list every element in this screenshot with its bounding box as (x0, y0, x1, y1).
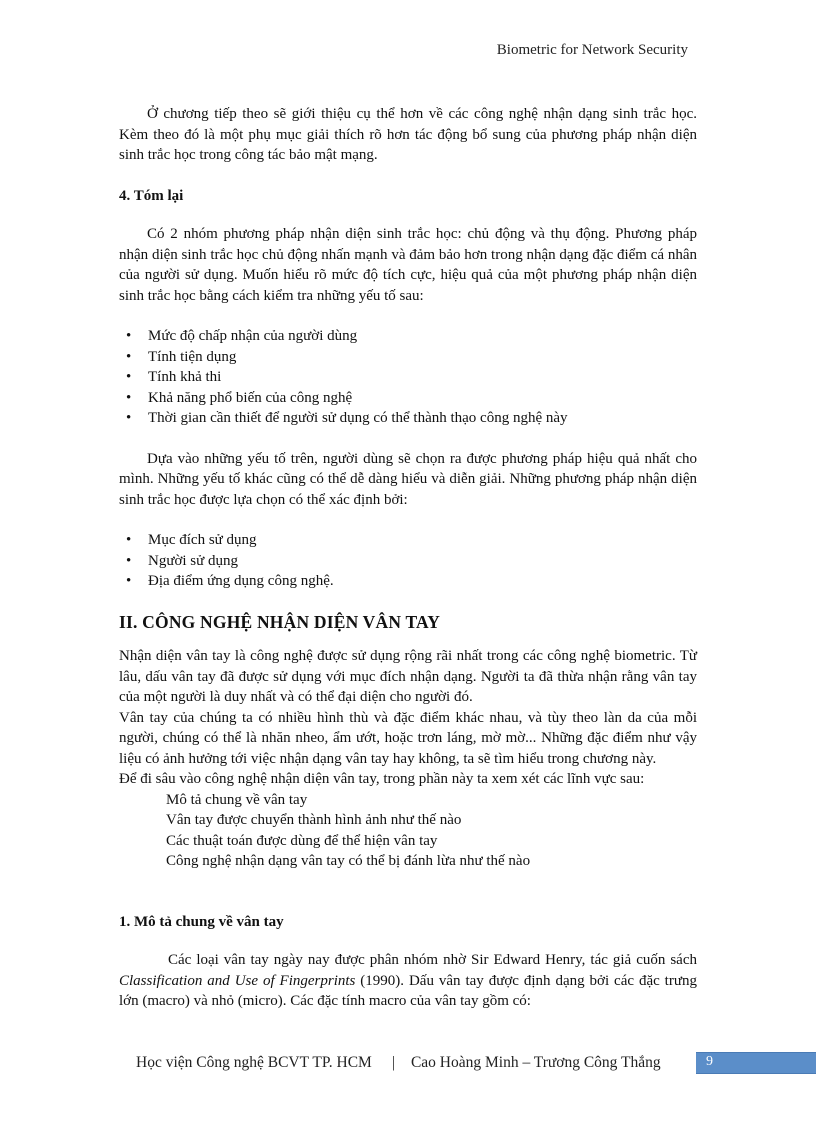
list-item: • Mức độ chấp nhận của người dùng (119, 326, 697, 347)
section-1-paragraph: Các loại vân tay ngày nay được phân nhóm nhờ Sir Edward Henry, tác giả cuốn sách Classification and Use of Fingerprints (1990). Dấu vân tay được định dạng bởi các đặc trưng lớn (macro) và nhỏ (micro). Các đặc tính macro của vân tay gồm có: (119, 952, 697, 1009)
page-footer (0, 1052, 816, 1074)
list-item: • Tính khả thi (119, 367, 697, 388)
list-item: Vân tay được chuyển thành hình ảnh như thế nào (166, 812, 462, 828)
page-number: 9 (706, 1054, 713, 1069)
page-number-bar (696, 1052, 816, 1074)
section-1-heading: 1. Mô tả chung về vân tay (119, 913, 284, 930)
section-II-paragraph-3: Để đi sâu vào công nghệ nhận diện vân tay, trong phần này ta xem xét các lĩnh vực sau: (119, 771, 645, 787)
footer-authors: Cao Hoàng Minh – Trương Công Thắng (410, 1054, 661, 1071)
bullet-icon: • (126, 410, 132, 426)
section-4-paragraph-2: Dựa vào những yếu tố trên, người dùng sẽ chọn ra được phương pháp hiệu quả nhất cho mình. Những yếu tố khác cũng có thể dễ dàng hiểu và diễn giải. Những phương pháp nhận diện sinh trắc học được lựa chọn có thể xác định bởi: (119, 450, 697, 508)
list-item: Mô tả chung về vân tay (166, 791, 308, 808)
page-content (119, 104, 697, 1012)
section-II-heading: II. CÔNG NGHỆ NHẬN DIỆN VÂN TAY (119, 611, 441, 632)
footer-institution: Học viện Công nghệ BCVT TP. HCM (136, 1054, 372, 1071)
bullet-icon: • (126, 369, 132, 385)
bullet-icon: • (126, 389, 132, 406)
list-item: • Mục đích sử dụng (119, 530, 697, 551)
list-item: Các thuật toán được dùng để thể hiện vân tay (166, 832, 438, 849)
section-4-paragraph-1: Có 2 nhóm phương pháp nhận diện sinh trắc học: chủ động và thụ động. Phương pháp nhận diện sinh trắc học chủ động nhấn mạnh và đảm bảo hơn trong nhận dạng đặc điểm cá nhân của người sử dụng. Muốn hiểu rõ mức độ tích cực, hiệu quả của một phương pháp nhận diện sinh trắc học bằng cách kiểm tra những yếu tố sau: (119, 226, 697, 304)
selection-criteria-list (119, 530, 697, 592)
list-item: • Người sử dụng (119, 551, 697, 572)
footer-text (136, 1054, 661, 1072)
bullet-icon: • (126, 532, 132, 548)
running-header: Biometric for Network Security (496, 42, 688, 58)
list-item: Công nghệ nhận dạng vân tay có thể bị đánh lừa như thế nào (166, 853, 531, 869)
criteria-list (119, 326, 697, 429)
list-item: • Khả năng phổ biến của công nghệ (119, 388, 697, 409)
list-item: • Tính tiện dụng (119, 347, 697, 368)
section-II-paragraph-2: Vân tay của chúng ta có nhiều hình thù và đặc điểm khác nhau, và tùy theo làn da của mỗi người, chúng có thể là nhăn nheo, ẩm ướt, hoặc trơn láng, mờ mờ... Những đặc điểm như vậy liệu có ảnh hưởng tới việc nhận dạng vân tay hay không, ta sẽ tìm hiểu trong chương này. (119, 709, 697, 767)
intro-paragraph: Ở chương tiếp theo sẽ giới thiệu cụ thể hơn về các công nghệ nhận dạng sinh trắc học. Kèm theo đó là một phụ mục giải thích rõ hơn tác động bổ sung của phương pháp nhận diện sinh trắc học trong công tác bảo mật mạng. (119, 106, 697, 163)
bullet-icon: • (126, 552, 132, 569)
topics-list (119, 790, 697, 872)
section-II-paragraph-1: Nhận diện vân tay là công nghệ được sử dụng rộng rãi nhất trong các công nghệ biometric. Từ lâu, dấu vân tay đã được sử dụng với mục đích nhận dạng. Người ta đã thừa nhận rằng vân tay của một người là duy nhất và có thể đại diện cho người đó. (119, 648, 697, 705)
footer-separator: | (391, 1054, 395, 1071)
book-title: Classification and Use of Fingerprints (119, 972, 356, 989)
bullet-icon: • (126, 348, 132, 365)
bullet-icon: • (126, 328, 132, 344)
list-item: • Thời gian cần thiết để người sử dụng có thể thành thạo công nghệ này (119, 408, 697, 429)
section-4-heading: 4. Tóm lại (119, 187, 184, 204)
list-item: • Địa điểm ứng dụng công nghệ. (119, 571, 697, 592)
bullet-icon: • (126, 573, 132, 589)
